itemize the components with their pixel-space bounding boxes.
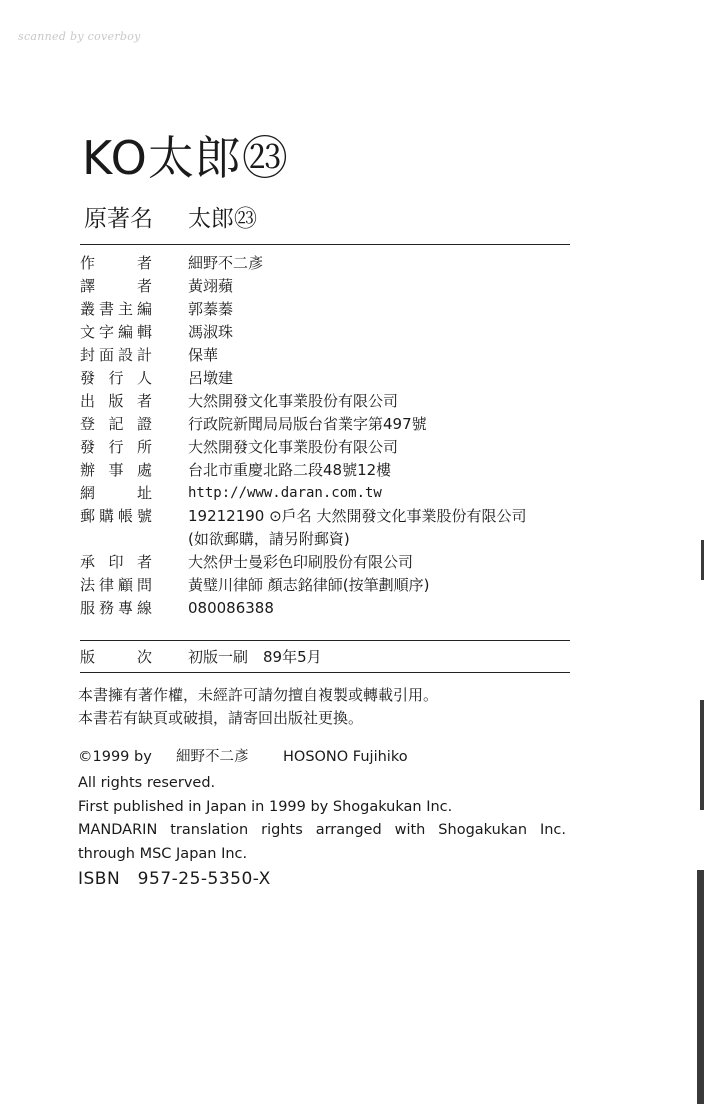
credit-label: 出版者 <box>80 392 152 410</box>
english-line: All rights reserved. <box>78 775 216 791</box>
credit-label: 譯 者 <box>80 277 152 295</box>
credit-value: 大然開發文化事業股份有限公司 <box>188 438 399 456</box>
credit-label: 作 者 <box>80 254 152 272</box>
credit-row <box>80 367 590 390</box>
english-line: MANDARIN translation rights arranged with Shogakukan Inc. <box>78 822 566 838</box>
author-english: HOSONO Fujihiko <box>283 749 408 765</box>
credit-row <box>80 344 590 367</box>
website-url: http://www.daran.com.tw <box>188 485 382 501</box>
book-title: KO太郎㉓ <box>82 131 289 185</box>
edition-row <box>80 646 590 669</box>
english-block <box>78 746 578 892</box>
credit-value: 細野不二彥 <box>188 254 264 272</box>
credit-value: 大然伊士曼彩色印刷股份有限公司 <box>188 553 414 571</box>
credit-value: (如欲郵購，請另附郵資) <box>188 530 350 548</box>
credit-value: 郭蓁蓁 <box>188 300 234 318</box>
isbn: ISBN 957-25-5350-X <box>78 869 271 889</box>
copyright-line <box>78 746 578 772</box>
credit-label: 叢書主編 <box>80 300 152 318</box>
credits-list <box>80 252 590 620</box>
divider-top <box>80 244 570 245</box>
credit-row <box>80 390 590 413</box>
credit-value: 行政院新聞局局版台省業字第497號 <box>188 415 427 433</box>
credit-label: 辦事處 <box>80 461 152 479</box>
credit-row <box>80 459 590 482</box>
notice-line: 本書若有缺頁或破損，請寄回出版社更換。 <box>78 709 364 727</box>
credit-value: 台北市重慶北路二段48號12樓 <box>188 461 392 479</box>
copyright-notice <box>78 684 438 730</box>
credit-label: 網 址 <box>80 484 152 502</box>
credit-value: 大然開發文化事業股份有限公司 <box>188 392 399 410</box>
credit-label: 登記證 <box>80 415 152 433</box>
credit-row <box>80 505 590 528</box>
edition-label: 版 次 <box>80 648 152 666</box>
english-line: through MSC Japan Inc. <box>78 845 248 862</box>
copyright-prefix: ©1999 by <box>78 749 152 765</box>
credit-value: 黃璧川律師 顏志銘律師(按筆劃順序) <box>188 576 430 594</box>
divider-bottom <box>80 672 570 673</box>
credit-row <box>80 321 590 344</box>
credit-row <box>80 597 590 620</box>
credit-label: 發行人 <box>80 369 152 387</box>
credit-row <box>80 482 590 505</box>
credit-row <box>80 436 590 459</box>
credit-value: 黃翊蘋 <box>188 277 234 295</box>
original-title-label: 原著名 <box>84 206 153 232</box>
credit-row <box>80 574 590 597</box>
scan-watermark: scanned by coverboy <box>18 30 141 43</box>
credit-row <box>80 252 590 275</box>
credit-label: 發行所 <box>80 438 152 456</box>
scan-edge-mark <box>697 870 704 1104</box>
credit-label: 服務專線 <box>80 599 152 617</box>
credit-row <box>80 551 590 574</box>
author-chinese: 細野不二彥 <box>176 749 249 765</box>
edition-block <box>80 646 590 669</box>
credit-row <box>80 275 590 298</box>
original-title <box>84 204 257 234</box>
credit-value: 080086388 <box>188 599 274 617</box>
credit-label: 封面設計 <box>80 346 152 364</box>
notice-line: 本書擁有著作權，未經許可請勿擅自複製或轉載引用。 <box>78 686 439 704</box>
credit-value: 保華 <box>188 346 219 364</box>
original-title-value: 太郎㉓ <box>188 206 257 232</box>
scan-edge-mark <box>700 700 704 810</box>
credit-label: 法律顧問 <box>80 576 152 594</box>
credit-value: 馮淑珠 <box>188 323 234 341</box>
credit-label: 承印者 <box>80 553 152 571</box>
edition-value: 初版一刷 89年5月 <box>188 648 322 666</box>
credit-row <box>80 528 590 551</box>
credit-label: 郵購帳號 <box>80 507 152 525</box>
credit-value: 呂墩建 <box>188 369 234 387</box>
credit-row <box>80 298 590 321</box>
english-line: First published in Japan in 1999 by Shogakukan Inc. <box>78 798 453 815</box>
divider-middle <box>80 640 570 641</box>
credit-value: 19212190 ⊙戶名 大然開發文化事業股份有限公司 <box>188 507 527 525</box>
credit-label: 文字編輯 <box>80 323 152 341</box>
credit-row <box>80 413 590 436</box>
